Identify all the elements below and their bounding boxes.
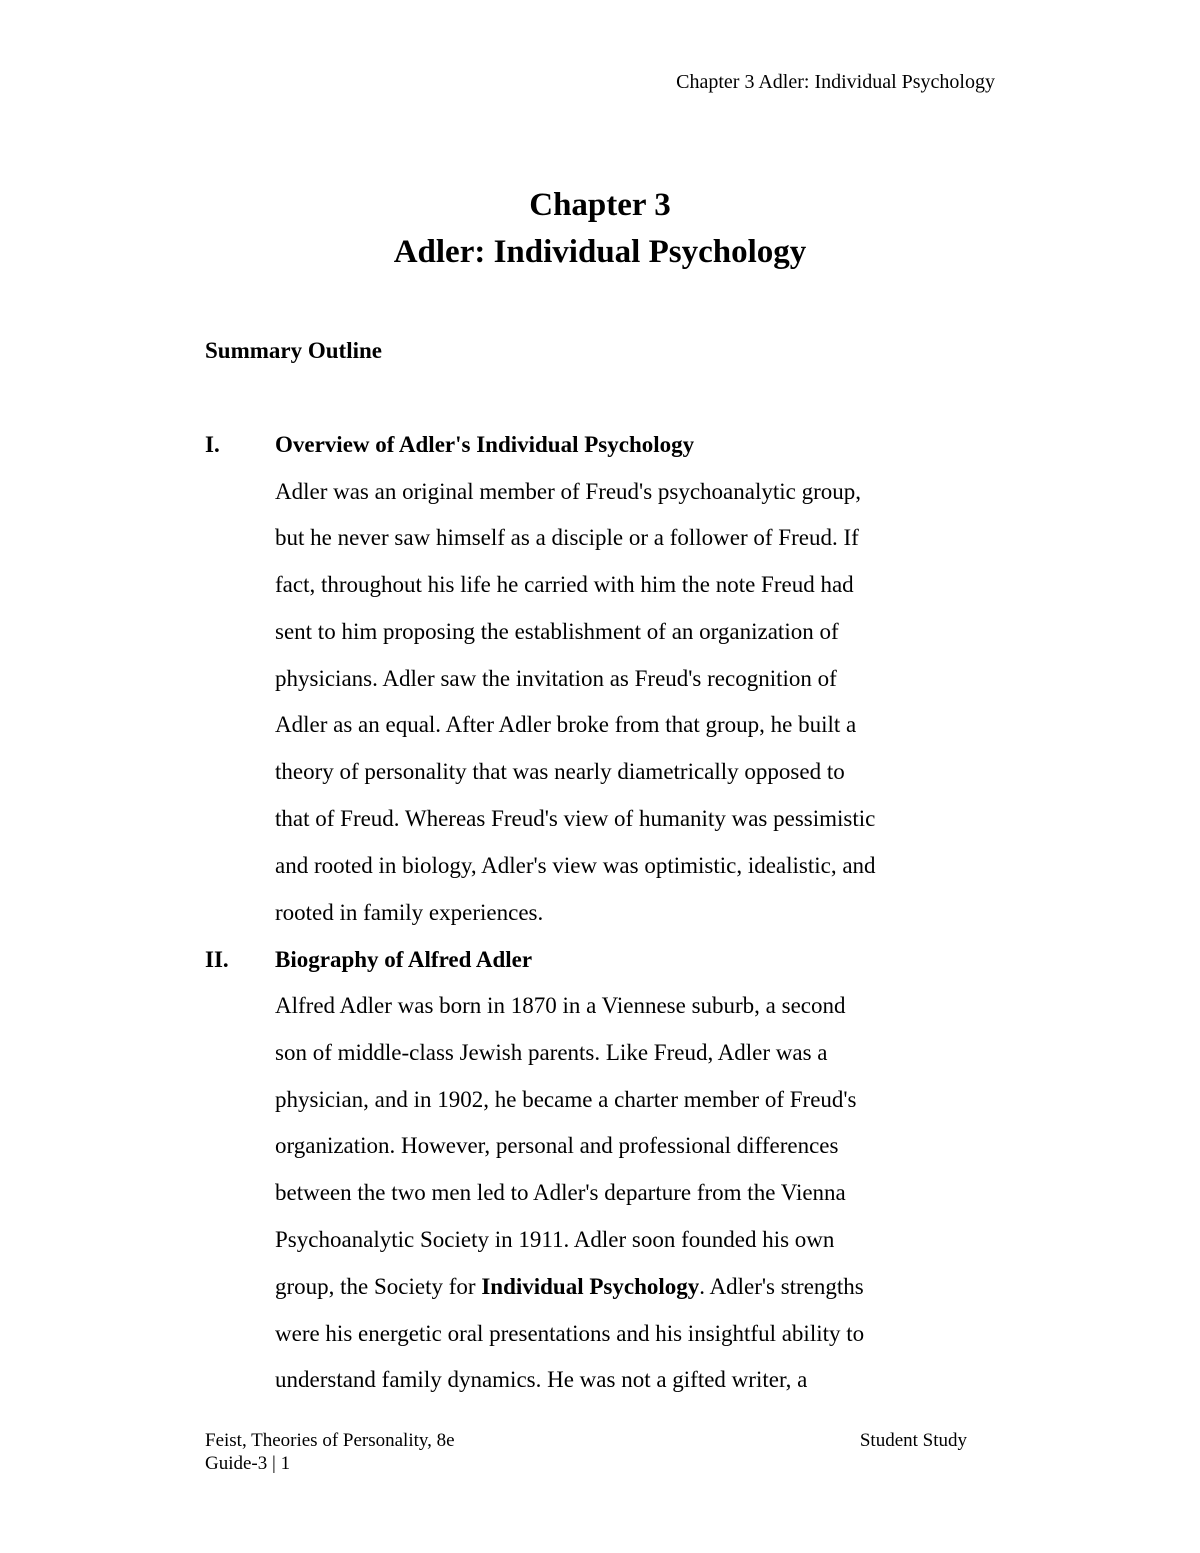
paragraph-line-with-term [275, 1264, 1005, 1311]
paragraph-line: fact, throughout his life he carried with him the note Freud had [275, 572, 854, 598]
paragraph-line: were his energetic oral presentations and his insightful ability to [275, 1320, 865, 1346]
line-text-before: group, the Society for [275, 1273, 482, 1299]
paragraph-line: understand family dynamics. He was not a gifted writer, a [275, 1367, 808, 1393]
paragraph-line: between the two men led to Adler's departure from the Vienna [275, 1180, 846, 1206]
chapter-title [0, 182, 1200, 276]
running-header: Chapter 3 Adler: Individual Psychology [676, 71, 995, 93]
paragraph-line: physicians. Adler saw the invitation as Freud's recognition of [275, 665, 837, 691]
paragraph-line: Adler as an equal. After Adler broke from that group, he built a [275, 712, 857, 738]
chapter-subtitle: Adler: Individual Psychology [393, 234, 807, 270]
key-term: Individual Psychology [481, 1273, 700, 1299]
outline-section-overview [205, 422, 1005, 936]
footer-book-title: Feist, Theories of Personality, 8e [205, 1430, 455, 1451]
section-paragraph [275, 469, 1005, 937]
chapter-number: Chapter 3 [529, 187, 671, 223]
section-numeral: I. [205, 432, 220, 458]
paragraph-line: organization. However, personal and professional differences [275, 1133, 839, 1159]
summary-heading: Summary Outline [205, 338, 382, 363]
outline-section-biography [205, 936, 1005, 1404]
footer-right: Student Study [859, 1430, 967, 1451]
paragraph-line: Adler was an original member of Freud's psychoanalytic group, [275, 478, 862, 504]
line-text-after: . Adler's strengths [699, 1273, 864, 1299]
paragraph-line: son of middle-class Jewish parents. Like Freud, Adler was a [275, 1039, 828, 1065]
section-title: Biography of Alfred Adler [275, 946, 533, 972]
section-title: Overview of Adler's Individual Psychology [275, 432, 695, 458]
section-numeral: II. [205, 946, 229, 972]
paragraph-line: that of Freud. Whereas Freud's view of humanity was pessimistic [275, 806, 876, 832]
footer-left [205, 1429, 455, 1475]
section-heading [205, 936, 1005, 983]
paragraph-line: and rooted in biology, Adler's view was optimistic, idealistic, and [275, 852, 876, 878]
paragraph-line: Psychoanalytic Society in 1911. Adler soon founded his own [275, 1226, 835, 1252]
paragraph-line: physician, and in 1902, he became a charter member of Freud's [275, 1086, 857, 1112]
paragraph-line: Alfred Adler was born in 1870 in a Viennese suburb, a second [275, 992, 846, 1018]
section-heading [205, 422, 1005, 469]
paragraph-line: theory of personality that was nearly diametrically opposed to [275, 759, 845, 785]
summary-outline [205, 422, 1005, 1404]
footer-page-number: Guide-3 | 1 [205, 1453, 291, 1474]
paragraph-line: sent to him proposing the establishment of an organization of [275, 618, 839, 644]
paragraph-line: rooted in family experiences. [275, 899, 544, 925]
paragraph-line: but he never saw himself as a disciple or a follower of Freud. If [275, 525, 859, 551]
section-paragraph [275, 983, 1005, 1404]
